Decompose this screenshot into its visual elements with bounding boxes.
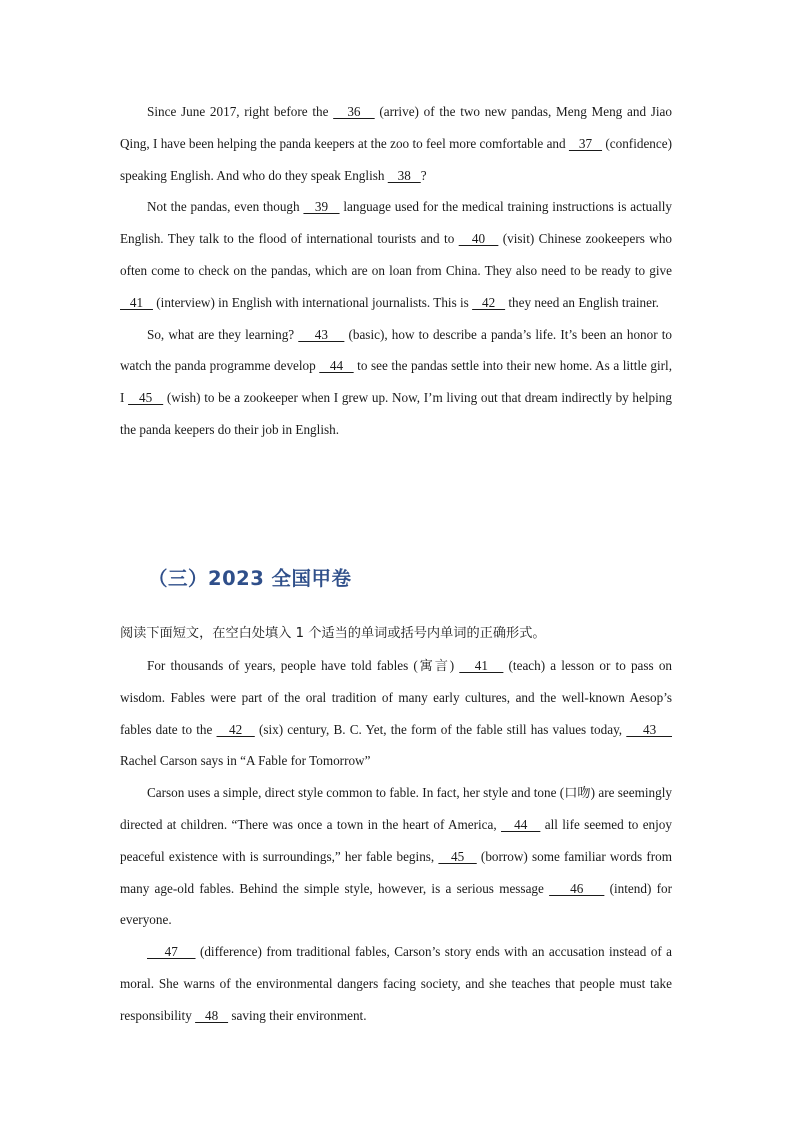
paragraph bbox=[120, 650, 672, 777]
passage-text: to see the pandas settle into their new home. As a little girl, I bbox=[120, 358, 673, 406]
answer-blank: 41 bbox=[120, 294, 153, 310]
passage-text: So, what are they learning? bbox=[147, 326, 299, 342]
answer-blank: 43 bbox=[298, 326, 345, 342]
answer-blank: 40 bbox=[458, 231, 499, 247]
answer-blank: 43 bbox=[626, 721, 672, 737]
passage-text: (teach) a lesson or to pass on wisdom. Fables were part of the oral tradition of many early cultures, and the well-known Aesop’s fables date to the bbox=[120, 658, 673, 737]
paragraph bbox=[120, 777, 672, 936]
passage-text: (wish) to be a zookeeper when I grew up. Now, I’m living out that dream indirectly by helping the panda keepers do their job in English. bbox=[120, 390, 672, 437]
instruction-text: 阅读下面短文，在空白处填入 1 个适当的单词或括号内单词的正确形式。 bbox=[120, 626, 546, 641]
paragraph bbox=[120, 936, 672, 1031]
passage-text: (borrow) some familiar words from many age-old fables. Behind the simple style, however, is a serious message bbox=[120, 848, 672, 896]
passage-text: (interview) in English with international journalists. This is bbox=[152, 294, 473, 310]
answer-blank: 37 bbox=[568, 135, 603, 151]
answer-blank: 47 bbox=[147, 944, 196, 960]
answer-blank: 44 bbox=[319, 358, 354, 374]
passage-text: they need an English trainer. bbox=[505, 294, 659, 310]
answer-blank: 42 bbox=[472, 294, 506, 310]
answer-blank: 48 bbox=[195, 1007, 229, 1023]
passage-text: Carson uses a simple, direct style common to fable. In fact, her style and tone (口吻) are seemingly directed at children. “There was once a town in the heart of America, bbox=[120, 785, 672, 832]
passage-text: (basic), how to describe a panda’s life. It’s been an honor to watch the panda programme develop bbox=[120, 326, 672, 374]
passage-2 bbox=[120, 650, 672, 1032]
passage-text: (difference) from traditional fables, Carson’s story ends with an accusation instead of a moral. She warns of the environmental dangers facing society, and she teaches that people must take responsibility bbox=[120, 944, 673, 1023]
passage-text: Since June 2017, right before the bbox=[147, 104, 334, 119]
passage-text: saving their environment. bbox=[228, 1007, 367, 1023]
answer-blank: 45 bbox=[438, 848, 477, 864]
passage-text: Rachel Carson says in “A Fable for Tomorrow” bbox=[120, 753, 371, 769]
paragraph bbox=[120, 96, 672, 191]
passage-text: language used for the medical training instructions is actually English. They talk to the flood of international tourists and to bbox=[120, 199, 673, 247]
paragraph bbox=[120, 191, 672, 318]
passage-text: all life seemed to enjoy peaceful existence with is surroundings,” her fable begins, bbox=[120, 816, 672, 864]
answer-blank: 44 bbox=[501, 816, 541, 832]
answer-blank: 45 bbox=[128, 390, 164, 406]
passage-text: (intend) for everyone. bbox=[120, 880, 672, 928]
passage-text: (visit) Chinese zookeepers who often come to check on the pandas, which are on loan from China. They also need to be ready to give bbox=[120, 231, 673, 278]
passage-1 bbox=[120, 96, 672, 446]
passage-text: ? bbox=[420, 167, 427, 183]
answer-blank: 42 bbox=[216, 721, 255, 737]
passage-text: (six) century, B. C. Yet, the form of the fable still has values today, bbox=[254, 721, 627, 737]
section-heading: （三）2023 全国甲卷 bbox=[148, 567, 352, 590]
passage-text: (arrive) of the two new pandas, Meng Meng and Jiao Qing, I have been helping the panda keepers at the zoo to feel more comfortable and bbox=[120, 104, 673, 151]
answer-blank: 38 bbox=[387, 167, 421, 183]
passage-text: For thousands of years, people have told fables (寓言) bbox=[147, 658, 460, 673]
answer-blank: 36 bbox=[333, 104, 375, 119]
answer-blank: 39 bbox=[303, 199, 340, 215]
answer-blank: 41 bbox=[459, 658, 504, 673]
passage-text: (confidence) speaking English. And who do they speak English bbox=[120, 135, 672, 183]
paragraph bbox=[120, 319, 672, 446]
answer-blank: 46 bbox=[549, 880, 605, 896]
passage-text: Not the pandas, even though bbox=[147, 199, 304, 215]
